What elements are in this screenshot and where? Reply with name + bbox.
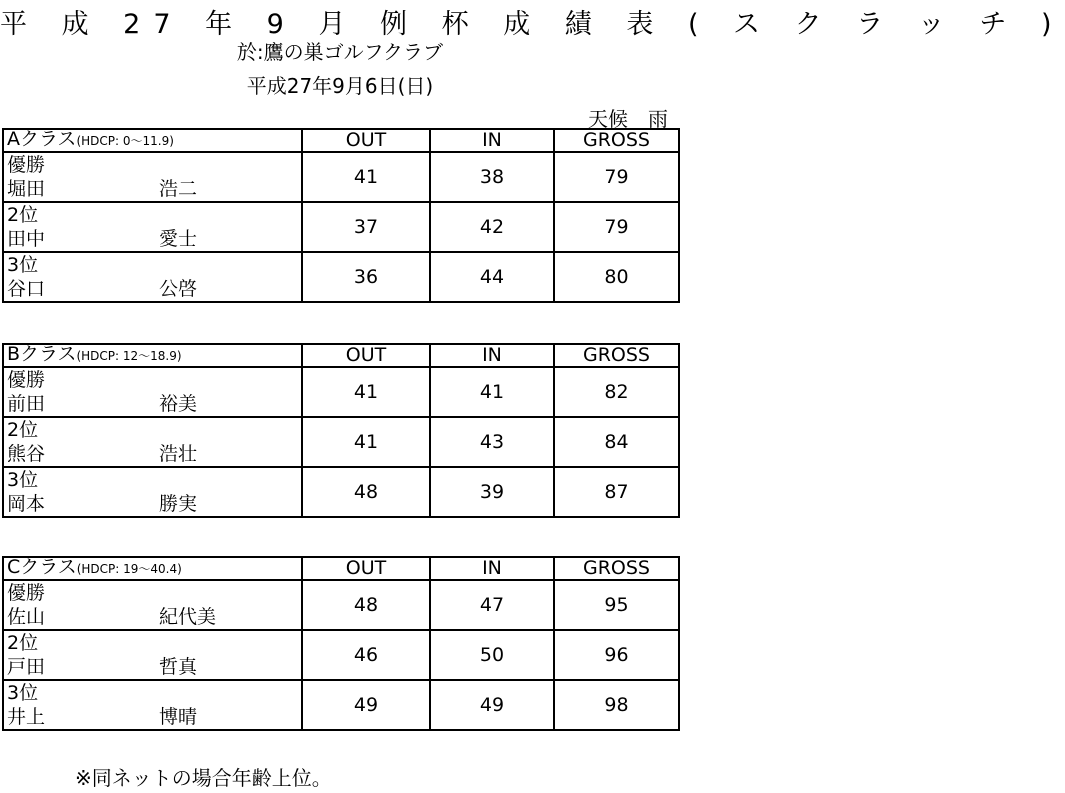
gross-score: 79 xyxy=(554,202,679,252)
gross-score: 98 xyxy=(554,680,679,730)
rank-label: 2位 xyxy=(7,632,39,654)
in-score: 41 xyxy=(430,367,554,417)
player-cell xyxy=(3,680,302,730)
column-header-in: IN xyxy=(430,129,554,152)
column-header-gross: GROSS xyxy=(554,344,679,367)
rank-label: 2位 xyxy=(7,419,39,441)
page-title: 平 成 27 年 9 月 例 杯 成 績 表 ( ス ク ラ ッ チ ) xyxy=(0,9,1065,40)
column-header-out: OUT xyxy=(302,129,430,152)
player-given-name: 愛士 xyxy=(159,228,198,250)
player-given-name: 勝実 xyxy=(159,493,198,515)
player-family-name: 田中 xyxy=(7,228,46,250)
class-name: Bクラス xyxy=(7,343,77,365)
in-score: 38 xyxy=(430,152,554,202)
out-score: 46 xyxy=(302,630,430,680)
class-header-row xyxy=(3,129,679,152)
player-given-name: 博晴 xyxy=(159,706,198,728)
player-row xyxy=(3,680,679,730)
in-score: 50 xyxy=(430,630,554,680)
class-name-cell xyxy=(3,344,302,367)
in-score: 44 xyxy=(430,252,554,302)
in-score: 43 xyxy=(430,417,554,467)
column-header-gross: GROSS xyxy=(554,129,679,152)
hdcp-range: (HDCP: 12～18.9) xyxy=(76,349,182,363)
player-family-name: 井上 xyxy=(7,706,46,728)
player-cell xyxy=(3,417,302,467)
gross-score: 84 xyxy=(554,417,679,467)
rank-label: 3位 xyxy=(7,682,39,704)
player-cell xyxy=(3,467,302,517)
column-header-gross: GROSS xyxy=(554,557,679,580)
gross-score: 82 xyxy=(554,367,679,417)
column-header-in: IN xyxy=(430,557,554,580)
player-given-name: 浩二 xyxy=(159,178,198,200)
out-score: 41 xyxy=(302,367,430,417)
out-score: 48 xyxy=(302,580,430,630)
rank-label: 3位 xyxy=(7,469,39,491)
player-family-name: 前田 xyxy=(7,393,46,415)
player-family-name: 岡本 xyxy=(7,493,46,515)
player-given-name: 公啓 xyxy=(159,278,198,300)
player-given-name: 哲真 xyxy=(159,656,198,678)
column-header-in: IN xyxy=(430,344,554,367)
out-score: 41 xyxy=(302,417,430,467)
class-a-table xyxy=(2,128,680,303)
footnote: ※同ネットの場合年齢上位。 xyxy=(75,766,332,790)
in-score: 42 xyxy=(430,202,554,252)
class-c-table xyxy=(2,556,680,731)
gross-score: 96 xyxy=(554,630,679,680)
column-header-out: OUT xyxy=(302,557,430,580)
column-header-out: OUT xyxy=(302,344,430,367)
player-row xyxy=(3,630,679,680)
player-family-name: 戸田 xyxy=(7,656,46,678)
player-row xyxy=(3,417,679,467)
hdcp-range: (HDCP: 19～40.4) xyxy=(76,562,182,576)
player-cell xyxy=(3,202,302,252)
player-cell xyxy=(3,152,302,202)
rank-label: 優勝 xyxy=(7,582,46,604)
player-row xyxy=(3,252,679,302)
player-given-name: 浩壮 xyxy=(159,443,198,465)
rank-label: 優勝 xyxy=(7,154,46,176)
player-given-name: 紀代美 xyxy=(159,606,217,628)
in-score: 49 xyxy=(430,680,554,730)
rank-label: 2位 xyxy=(7,204,39,226)
gross-score: 87 xyxy=(554,467,679,517)
weather-label: 天候 雨 xyxy=(588,107,668,131)
gross-score: 79 xyxy=(554,152,679,202)
player-cell xyxy=(3,630,302,680)
out-score: 37 xyxy=(302,202,430,252)
out-score: 48 xyxy=(302,467,430,517)
hdcp-range: (HDCP: 0～11.9) xyxy=(76,134,174,148)
player-family-name: 堀田 xyxy=(7,178,46,200)
player-cell xyxy=(3,252,302,302)
out-score: 41 xyxy=(302,152,430,202)
class-name-cell xyxy=(3,129,302,152)
rank-label: 優勝 xyxy=(7,369,46,391)
player-row xyxy=(3,202,679,252)
out-score: 36 xyxy=(302,252,430,302)
player-cell xyxy=(3,580,302,630)
class-header-row xyxy=(3,344,679,367)
gross-score: 95 xyxy=(554,580,679,630)
class-name: Cクラス xyxy=(7,556,77,578)
event-date: 平成27年9月6日(日) xyxy=(246,74,434,98)
in-score: 47 xyxy=(430,580,554,630)
venue-label: 於:鷹の巣ゴルフクラブ xyxy=(236,40,444,64)
class-name-cell xyxy=(3,557,302,580)
player-family-name: 熊谷 xyxy=(7,443,46,465)
player-cell xyxy=(3,367,302,417)
player-given-name: 裕美 xyxy=(159,393,198,415)
player-row xyxy=(3,580,679,630)
player-family-name: 佐山 xyxy=(7,606,46,628)
player-row xyxy=(3,467,679,517)
class-b-table xyxy=(2,343,680,518)
in-score: 39 xyxy=(430,467,554,517)
player-row xyxy=(3,367,679,417)
class-header-row xyxy=(3,557,679,580)
player-row xyxy=(3,152,679,202)
out-score: 49 xyxy=(302,680,430,730)
gross-score: 80 xyxy=(554,252,679,302)
rank-label: 3位 xyxy=(7,254,39,276)
player-family-name: 谷口 xyxy=(7,278,46,300)
class-name: Aクラス xyxy=(7,128,77,150)
